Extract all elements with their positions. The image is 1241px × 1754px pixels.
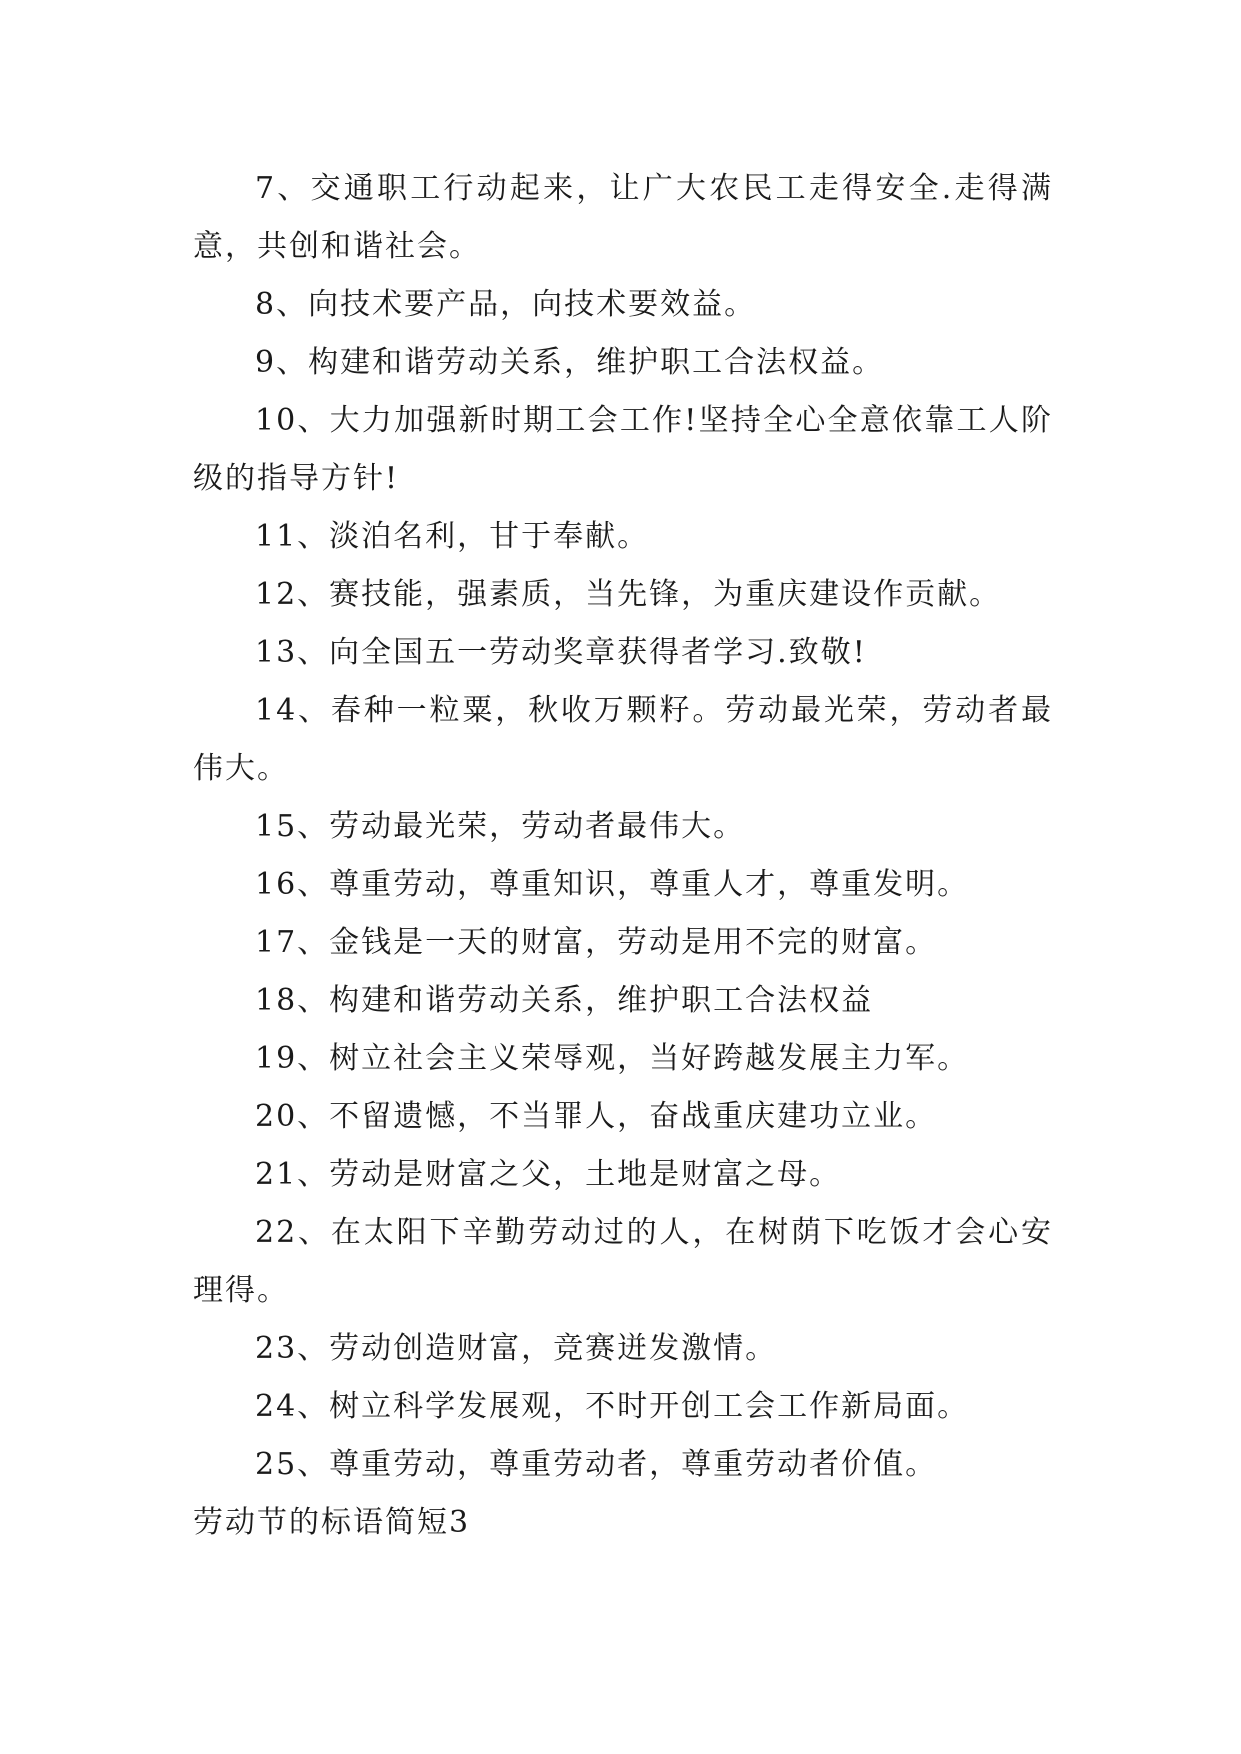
slogan-item-11: 11、淡泊名利，甘于奉献。: [255, 519, 650, 554]
slogan-item-8: 8、向技术要产品，向技术要效益。: [255, 287, 757, 322]
slogan-item-16: 16、尊重劳动，尊重知识，尊重人才，尊重发明。: [255, 867, 970, 902]
slogan-item-13: 13、向全国五一劳动奖章获得者学习.致敬!: [255, 635, 867, 670]
slogan-item-12: 12、赛技能，强素质，当先锋，为重庆建设作贡献。: [255, 577, 1002, 612]
slogan-item-9: 9、构建和谐劳动关系，维护职工合法权益。: [255, 345, 885, 380]
slogan-item-18: 18、构建和谐劳动关系，维护职工合法权益: [255, 983, 874, 1018]
document-page: [193, 160, 1053, 1552]
section-title: 劳动节的标语简短3: [193, 1505, 471, 1540]
slogan-item-23: 23、劳动创造财富，竞赛迸发激情。: [255, 1331, 778, 1366]
slogan-item-25: 25、尊重劳动，尊重劳动者，尊重劳动者价值。: [255, 1447, 938, 1482]
slogan-item-19: 19、树立社会主义荣辱观，当好跨越发展主力军。: [255, 1041, 970, 1076]
slogan-item-22: 22、在太阳下辛勤劳动过的人，在树荫下吃饭才会心安理得。: [193, 1215, 1053, 1308]
slogan-item-24: 24、树立科学发展观，不时开创工会工作新局面。: [255, 1389, 970, 1424]
slogan-item-14: 14、春种一粒粟，秋收万颗籽。劳动最光荣，劳动者最伟大。: [193, 693, 1053, 786]
slogan-item-10: 10、大力加强新时期工会工作!坚持全心全意依靠工人阶级的指导方针!: [193, 403, 1053, 496]
slogan-item-15: 15、劳动最光荣，劳动者最伟大。: [255, 809, 746, 844]
slogan-item-21: 21、劳动是财富之父，土地是财富之母。: [255, 1157, 842, 1192]
slogan-item-7: 7、交通职工行动起来，让广大农民工走得安全.走得满意，共创和谐社会。: [193, 171, 1053, 264]
slogan-item-20: 20、不留遗憾，不当罪人，奋战重庆建功立业。: [255, 1099, 938, 1134]
slogan-item-17: 17、金钱是一天的财富，劳动是用不完的财富。: [255, 925, 938, 960]
